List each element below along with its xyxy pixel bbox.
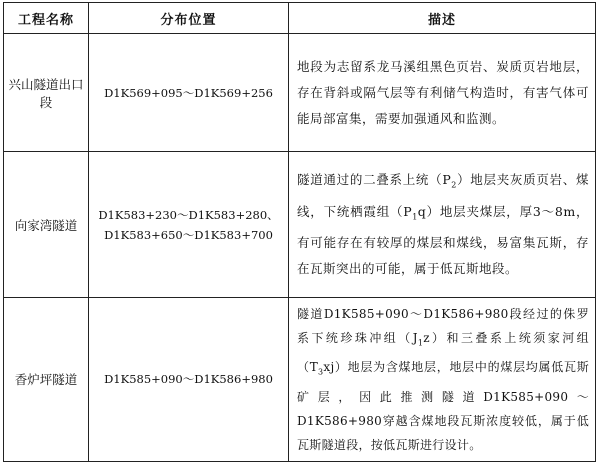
table-header-row bbox=[4, 3, 596, 34]
subscript: 1 bbox=[417, 338, 424, 348]
description-text: q）地层夹煤层，厚3～8m，有可能存在有较厚的煤层和煤线，易富集瓦斯，存在瓦斯突出的可能，属于低瓦斯地段。 bbox=[297, 203, 589, 276]
table-row bbox=[4, 34, 596, 152]
cell-project-name: 兴山隧道出口段 bbox=[4, 34, 89, 152]
subscript: 1 bbox=[412, 212, 418, 221]
description-text: z）和三叠系上统须家河组（T bbox=[297, 331, 589, 375]
location-line: D1K583+650～D1K583+700 bbox=[104, 227, 273, 242]
header-location: 分布位置 bbox=[89, 3, 289, 34]
subscript: 3 bbox=[318, 367, 324, 377]
description-text: ）地层夹灰质页岩、煤线，下统栖霞组（P bbox=[297, 172, 589, 219]
table-row bbox=[4, 298, 596, 462]
cell-description bbox=[289, 298, 596, 462]
location-line: D1K585+090～D1K586+980 bbox=[104, 372, 273, 387]
header-project-name: 工程名称 bbox=[4, 3, 89, 34]
cell-project-name: 向家湾隧道 bbox=[4, 152, 89, 298]
location-line: D1K583+230～D1K583+280、 bbox=[98, 207, 279, 222]
location-line: D1K569+095～D1K569+256 bbox=[104, 85, 273, 100]
cell-project-name: 香炉坪隧道 bbox=[4, 298, 89, 462]
cell-location bbox=[89, 34, 289, 152]
cell-description bbox=[289, 152, 596, 298]
header-description: 描述 bbox=[289, 3, 596, 34]
subscript: 2 bbox=[451, 180, 457, 190]
cell-location bbox=[89, 298, 289, 462]
description-text: xj）地层为含煤地层，地层中的煤层均属低瓦斯矿层，因此推测隧道D1K585+090～D1K586+980穿越含煤地段瓦斯浓度较低，属于低瓦斯隧道段，按低瓦斯进行设计。 bbox=[297, 360, 589, 452]
cell-location bbox=[89, 152, 289, 298]
description-text: 隧道通过的二叠系上统（P bbox=[297, 172, 452, 187]
tunnel-gas-table bbox=[3, 2, 596, 462]
description-text: 隧道D1K585+090～D1K586+980段经过的侏罗系下统珍珠冲组（J bbox=[297, 307, 589, 345]
cell-description: 地段为志留系龙马溪组黑色页岩、炭质页岩地层，存在背斜或隔气层等有利储气构造时，有害气体可能局部富集，需要加强通风和监测。 bbox=[289, 34, 596, 152]
table-row bbox=[4, 152, 596, 298]
